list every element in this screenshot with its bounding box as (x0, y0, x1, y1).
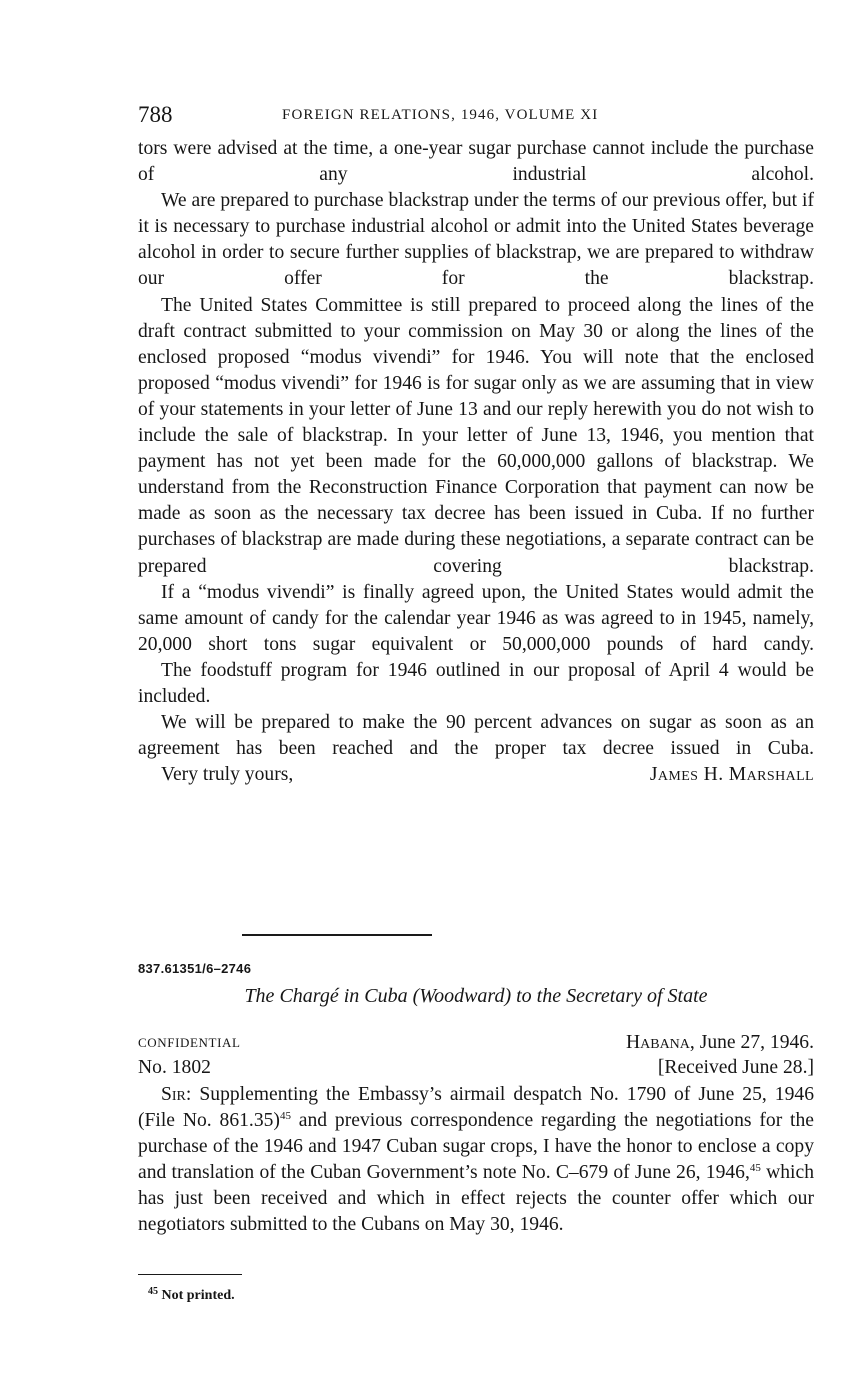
section-divider (242, 934, 432, 936)
salutation: Sir (161, 1084, 186, 1105)
signature: James H. Marshall (649, 764, 814, 786)
footnote-rule (138, 1274, 242, 1275)
despatch-text-2: and previous correspondence regarding the negotiations for the purchase of the 1946 and 1947 Cuban sugar crops, I have the honor to enclose a copy and translation of the Cuban Government’s note No. C–679 of June 26, 1946, (138, 1110, 814, 1184)
footnote-ref: 45 (279, 1110, 291, 1123)
despatch-number: No. 1802 (138, 1057, 211, 1078)
despatch-text-1: : Supplementing the Embassy’s airmail despatch No. 1790 of June 25, 1946 (File No. 861.35) (138, 1084, 814, 1132)
file-number: 837.61351/6–2746 (138, 961, 252, 976)
despatch-text-3: which has just been received and which in effect rejects the counter offer which our negotiators submitted to the Cubans on May 30, 1946. (138, 1162, 814, 1236)
place: Habana (625, 1032, 690, 1053)
classification: CONFIDENTIAL (138, 1035, 241, 1050)
page (138, 100, 814, 788)
number-row (138, 1055, 814, 1081)
closing-row (138, 762, 814, 788)
despatch-paragraph (138, 1082, 814, 1239)
footnote-text: Not printed. (161, 1288, 235, 1303)
page-header (138, 100, 814, 136)
footnote (148, 1288, 235, 1304)
dateline-row (138, 1030, 814, 1056)
letter-paragraph-1: tors were advised at the time, a one-year sugar purchase cannot include the purchase of any industrial alcohol. (138, 138, 814, 186)
letter-paragraph-4: If a “modus vivendi” is finally agreed upon, the United States would admit the same amount of candy for the calendar year 1946 as was agreed to in 1945, namely, 20,000 short tons sugar equivalent or 50,000,000 pounds of hard candy. (138, 581, 814, 655)
letter-paragraph-6: We will be prepared to make the 90 percent advances on sugar as soon as an agreement has been reached and the proper tax decree issued in Cuba. (138, 712, 814, 760)
footnote-ref: 45 (749, 1162, 761, 1175)
closing: Very truly yours, (161, 764, 294, 786)
page-number: 788 (138, 102, 173, 127)
document-title: The Chargé in Cuba (Woodward) to the Secretary of State (244, 985, 708, 1007)
footnote-marker: 45 (148, 1286, 158, 1297)
dateline (626, 1030, 814, 1056)
letter-paragraph-2: We are prepared to purchase blackstrap under the terms of our previous offer, but if it is necessary to purchase industrial alcohol or admit into the United States beverage alcohol in order to secure further supplies of blackstrap, we are prepared to withdraw our offer for the blackstrap. (138, 190, 814, 290)
letter-body (138, 136, 814, 788)
received-date: [Received June 28.] (657, 1057, 814, 1078)
letter-paragraph-3: The United States Committee is still prepared to proceed along the lines of the draft contract submitted to your commission on May 30 or along the lines of the enclosed proposed “modus vivendi” for 1946. You will note that the enclosed proposed “modus vivendi” for 1946 is for sugar only as we are assuming that in view of your statements in your letter of June 13 and our reply herewith you do not wish to include the sale of blackstrap. In your letter of June 13, 1946, you mention that payment has not yet been made for the 60,000,000 gallons of blackstrap. We understand from the Reconstruction Finance Corporation that payment can now be made as soon as the necessary tax decree has been issued in Cuba. If no further purchases of blackstrap are made during these negotiations, a separate contract can be prepared covering blackstrap. (138, 294, 814, 577)
despatch-body (138, 1082, 814, 1239)
running-title: FOREIGN RELATIONS, 1946, VOLUME XI (282, 107, 599, 123)
date: , June 27, 1946. (689, 1032, 814, 1053)
letter-paragraph-5: The foodstuff program for 1946 outlined in our proposal of April 4 would be included. (138, 659, 814, 707)
